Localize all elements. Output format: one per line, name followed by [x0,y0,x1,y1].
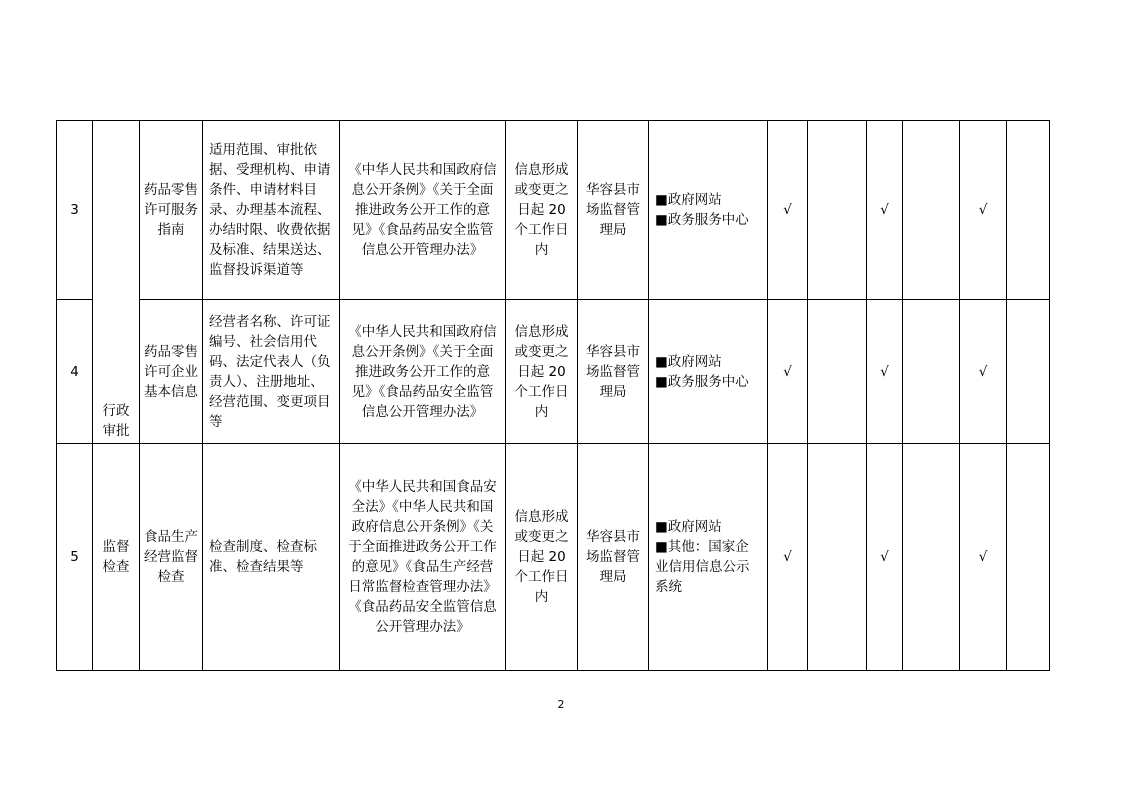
check-cell [808,444,867,671]
check-cell: √ [960,121,1007,300]
check-cell [903,300,960,444]
channel-item: ■政务服务中心 [655,373,749,390]
content-cell: 适用范围、审批依据、受理机构、申请条件、申请材料目录、办理基本流程、办结时限、收费依据及标准、结果送达、监督投诉渠道等 [203,121,340,300]
subject-cell: 华容县市场监督管理局 [578,121,649,300]
check-cell: √ [960,444,1007,671]
category-cell: 行政审批 [93,121,140,444]
basis-cell: 《中华人民共和国政府信息公开条例》《关于全面推进政务公开工作的意见》《食品药品安全监管信息公开管理办法》 [340,300,506,444]
table-row [57,444,1050,671]
check-cell: √ [867,121,903,300]
table-row [57,121,1050,300]
subject-cell: 华容县市场监督管理局 [578,300,649,444]
row-number: 4 [57,300,93,444]
check-cell [808,300,867,444]
row-number: 5 [57,444,93,671]
basis-cell: 《中华人民共和国食品安全法》《中华人民共和国政府信息公开条例》《关于全面推进政务公开工作的意见》《食品生产经营日常监督检查管理办法》《食品药品安全监管信息公开管理办法》 [340,444,506,671]
check-cell: √ [768,444,808,671]
check-cell: √ [960,300,1007,444]
basis-cell: 《中华人民共和国政府信息公开条例》《关于全面推进政务公开工作的意见》《食品药品安全监管信息公开管理办法》 [340,121,506,300]
table-row [57,300,1050,444]
check-cell [808,121,867,300]
item-name-cell: 食品生产经营监督检查 [140,444,203,671]
check-cell [1007,300,1050,444]
channel-item: ■政府网站 [655,192,722,208]
check-cell [903,444,960,671]
time-limit-cell: 信息形成或变更之日起 20 个工作日内 [506,300,578,444]
check-cell: √ [867,444,903,671]
channel-item: ■其他：国家企业信用信息公示系统 [655,539,750,595]
check-cell: √ [867,300,903,444]
time-limit-cell: 信息形成或变更之日起 20 个工作日内 [506,444,578,671]
check-cell [1007,444,1050,671]
channel-item: ■政府网站 [655,353,722,370]
check-cell: √ [768,121,808,300]
item-name-cell: 药品零售许可服务指南 [140,121,203,300]
check-cell [1007,121,1050,300]
time-limit-cell: 信息形成或变更之日起 20 个工作日内 [506,121,578,300]
content-cell: 检查制度、检查标准、检查结果等 [203,444,340,671]
check-cell [903,121,960,300]
channels-cell [649,121,768,300]
channel-item: ■政府网站 [655,519,722,535]
check-cell: √ [768,300,808,444]
content-cell: 经营者名称、许可证编号、社会信用代码、法定代表人（负责人）、注册地址、经营范围、变更项目等 [203,300,340,444]
item-name-cell: 药品零售许可企业基本信息 [140,300,203,444]
channels-cell [649,300,768,444]
category-cell: 监督检查 [93,444,140,671]
subject-cell: 华容县市场监督管理局 [578,444,649,671]
channel-item: ■政务服务中心 [655,212,749,228]
disclosure-table [56,120,1050,671]
channels-cell [649,444,768,671]
row-number: 3 [57,121,93,300]
page-number: 2 [557,698,565,711]
